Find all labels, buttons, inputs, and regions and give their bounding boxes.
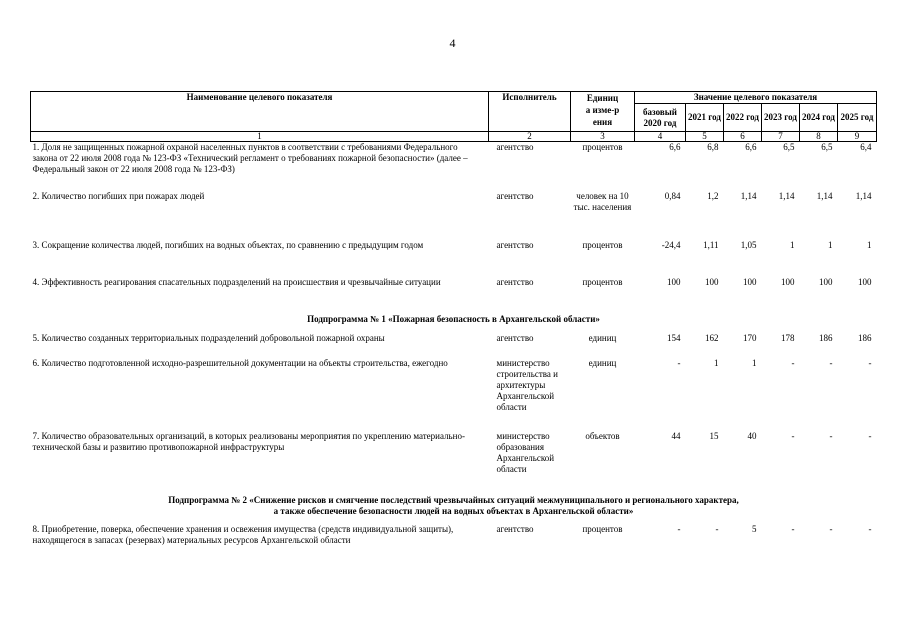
value-base-2020: -24,4 [661, 239, 681, 250]
value-2021: 162 [705, 332, 719, 343]
value-2023: 100 [781, 276, 795, 287]
indicator-name: 5. Количество созданных территориальных подразделений добровольной пожарной охраны [32, 332, 385, 343]
col-header-year: 2024 год [800, 104, 838, 132]
indicator-executor: министерство строительства и архитектуры Архангельской области [496, 357, 558, 412]
value-base-2020: 44 [671, 430, 681, 441]
col-number: 4 [635, 132, 686, 142]
value-2025: 1,14 [855, 190, 872, 201]
value-2024: 100 [819, 276, 833, 287]
col-number: 5 [686, 132, 724, 142]
value-2023: 6,5 [783, 142, 795, 152]
value-2023: 1,14 [778, 190, 795, 201]
subprogram-title-line: Подпрограмма № 2 «Снижение рисков и смягчение последствий чрезвычайных ситуаций межмуниципального и регионального характера, [168, 495, 739, 505]
value-2022: 5 [752, 523, 757, 534]
value-2025: 100 [858, 276, 872, 287]
col-number: 8 [800, 132, 838, 142]
table-row [31, 333, 877, 358]
value-2021: - [715, 523, 719, 534]
value-base-2020: 100 [667, 276, 681, 287]
col-header-year: 2022 год [724, 104, 762, 132]
table-row [31, 431, 877, 489]
value-2022: 1,05 [740, 239, 757, 250]
value-2022: 100 [743, 276, 757, 287]
value-2021: 1,11 [703, 239, 719, 250]
indicator-name: 3. Сокращение количества людей, погибших на водных объектах, по сравнению с предыдущим годом [32, 239, 424, 250]
value-2025: 1 [867, 239, 872, 250]
value-2021: 15 [709, 430, 719, 441]
indicator-executor: агентство [496, 142, 534, 152]
value-2022: 1 [752, 357, 757, 368]
value-2025: - [868, 523, 872, 534]
indicator-executor: агентство [496, 332, 534, 343]
col-number: 1 [31, 132, 489, 142]
table-row [31, 191, 877, 240]
indicator-name: 1. Доля не защищенных пожарной охраной населенных пунктов в соответствии с требованиями Федерального закона от 22 июля 2008 года № 123-ФЗ «Технический регламент о требованиях пожарной безопасности» (далее – Федеральный закон от 22 июля 2008 года № 123-ФЗ) [32, 142, 468, 174]
col-number: 2 [489, 132, 571, 142]
col-number: 7 [762, 132, 800, 142]
table-row [31, 277, 877, 307]
value-base-2020: - [677, 523, 681, 534]
value-2024: - [829, 357, 833, 368]
value-2021: 100 [705, 276, 719, 287]
indicator-executor: агентство [496, 276, 534, 287]
value-2023: 178 [781, 332, 795, 343]
table-row [31, 524, 877, 564]
indicator-unit: человек на 10 тыс. населения [573, 190, 632, 212]
page-number: 4 [449, 36, 456, 50]
indicator-unit: объектов [585, 430, 620, 441]
value-2025: - [868, 357, 872, 368]
value-2022: 1,14 [740, 190, 757, 201]
table-row [31, 240, 877, 277]
value-2024: 1 [828, 239, 833, 250]
indicator-executor: министерство образования Архангельской области [496, 430, 555, 474]
indicator-name: 8. Приобретение, поверка, обеспечение хранения и освежения имущества (средств индивидуальной защиты), находящегося в запасах (резервах) материальных ресурсов Архангельской области [32, 523, 454, 545]
value-2023: - [791, 357, 795, 368]
value-2023: 1 [790, 239, 795, 250]
indicator-unit: процентов [582, 142, 623, 152]
indicator-name: 7. Количество образовательных организаций, в которых реализованы мероприятия по укреплению материально-технической базы и развитию противопожарной инфраструктуры [32, 430, 465, 452]
value-2023: - [791, 523, 795, 534]
value-2024: - [829, 430, 833, 441]
indicator-executor: агентство [496, 190, 534, 201]
col-number: 3 [571, 132, 635, 142]
value-base-2020: 6,6 [669, 142, 681, 152]
value-2025: 186 [858, 332, 872, 343]
value-2021: 6,8 [707, 142, 719, 152]
indicator-name: 4. Эффективность реагирования спасательных подразделений на происшествия и чрезвычайные ситуации [32, 276, 441, 287]
value-2024: 1,14 [816, 190, 833, 201]
indicator-executor: агентство [496, 239, 534, 250]
table-row [31, 358, 877, 431]
value-2021: 1 [714, 357, 719, 368]
value-2024: - [829, 523, 833, 534]
col-number: 9 [838, 132, 877, 142]
col-header-executor: Исполнитель [489, 92, 571, 132]
col-header-year: 2025 год [838, 104, 877, 132]
indicator-unit: процентов [582, 523, 623, 534]
value-2024: 186 [819, 332, 833, 343]
value-2023: - [791, 430, 795, 441]
subprogram-row [31, 489, 877, 524]
indicator-unit: процентов [582, 239, 623, 250]
subprogram-title-line: а также обеспечение безопасности людей на водных объектах в Архангельской области» [273, 506, 634, 516]
subprogram-title: Подпрограмма № 1 «Пожарная безопасность в Архангельской области» [307, 314, 600, 324]
col-number: 6 [724, 132, 762, 142]
table-row [31, 142, 877, 191]
col-header-unit: Единица изме-рения [571, 92, 635, 132]
value-2022: 40 [747, 430, 757, 441]
value-2024: 6,5 [821, 142, 833, 152]
indicator-executor: агентство [496, 523, 534, 534]
col-header-value-group: Значение целевого показателя [635, 92, 877, 104]
col-header-year: 2021 год [686, 104, 724, 132]
value-base-2020: - [677, 357, 681, 368]
indicator-name: 6. Количество подготовленной исходно-разрешительной документации на объекты строительства, ежегодно [32, 357, 448, 368]
subprogram-title [31, 489, 877, 524]
value-base-2020: 154 [667, 332, 681, 343]
indicator-unit: единиц [588, 332, 617, 343]
col-header-year: базовый 2020 год [635, 104, 686, 132]
indicator-unit: процентов [582, 276, 623, 287]
indicator-unit: единиц [588, 357, 617, 368]
value-2022: 6,6 [745, 142, 757, 152]
col-header-year: 2023 год [762, 104, 800, 132]
value-base-2020: 0,84 [664, 190, 681, 201]
value-2025: 6,4 [860, 142, 872, 152]
indicator-name: 2. Количество погибших при пожарах людей [32, 190, 205, 201]
value-2021: 1,2 [707, 190, 719, 201]
col-header-name: Наименование целевого показателя [31, 92, 489, 132]
value-2025: - [868, 430, 872, 441]
indicators-table [30, 91, 877, 564]
value-2022: 170 [743, 332, 757, 343]
subprogram-row [31, 307, 877, 333]
